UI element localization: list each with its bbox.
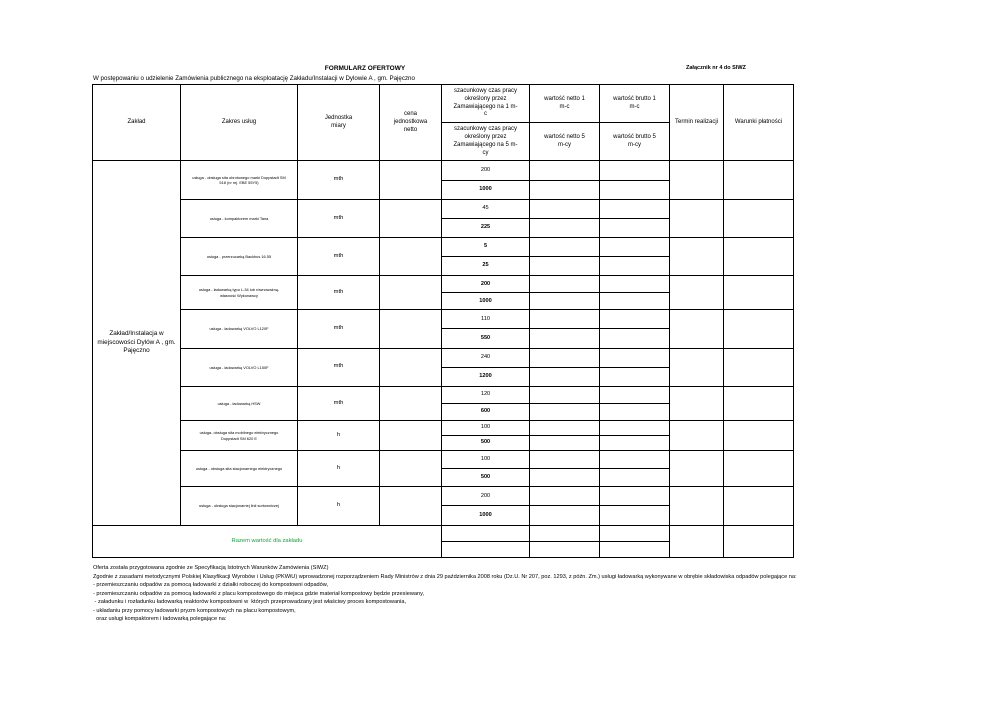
service-name: usługa - obsługa sita stacjonarnego elektrycznego: [181, 451, 298, 487]
unit-cell: mth: [298, 348, 380, 386]
gross-5-months-cell[interactable]: [600, 218, 670, 237]
net-1-month-cell[interactable]: [530, 310, 600, 329]
net-5-months-cell[interactable]: [530, 257, 600, 276]
net-5-months-cell[interactable]: [530, 403, 600, 420]
payment-cell[interactable]: [724, 487, 794, 525]
unit-cell: mth: [298, 199, 380, 237]
header-net-5-months: wartość netto 5 m-cy: [530, 123, 600, 161]
payment-cell[interactable]: [724, 161, 794, 199]
monthly-hours: 100: [442, 451, 530, 469]
total-time-cell: [442, 525, 530, 541]
unit-price-cell[interactable]: [380, 310, 442, 348]
five-month-hours: 1000: [442, 180, 530, 199]
payment-cell[interactable]: [724, 276, 794, 310]
five-month-hours: 225: [442, 218, 530, 237]
monthly-hours: 200: [442, 276, 530, 293]
gross-1-month-cell[interactable]: [600, 237, 670, 256]
payment-cell[interactable]: [724, 386, 794, 420]
five-month-hours: 1200: [442, 367, 530, 386]
monthly-hours: 100: [442, 420, 530, 435]
monthly-hours: 45: [442, 199, 530, 218]
gross-1-month-cell[interactable]: [600, 451, 670, 469]
form-subtitle: W postępowaniu o udzielenie Zamówienia publicznego na eksploatację Zakładu/Instalacji w Dylowie A , gm. Pajęczno: [93, 75, 415, 82]
deadline-cell[interactable]: [670, 487, 724, 525]
service-name: usługa- obsługa sita mobilnego elektrycznego Doppstadt SM 620 E: [181, 420, 298, 450]
net-1-month-cell[interactable]: [530, 237, 600, 256]
total-net-1-month-cell[interactable]: [530, 525, 600, 541]
unit-cell: mth: [298, 386, 380, 420]
unit-price-cell[interactable]: [380, 386, 442, 420]
monthly-hours: 200: [442, 161, 530, 180]
gross-5-months-cell[interactable]: [600, 469, 670, 487]
net-5-months-cell[interactable]: [530, 469, 600, 487]
net-5-months-cell[interactable]: [530, 293, 600, 310]
net-1-month-cell[interactable]: [530, 276, 600, 293]
unit-cell: h: [298, 487, 380, 525]
notes-section: [93, 564, 973, 624]
service-name: usługa - ładowarką typu L-34 lub równoważną- własność Wykonawcy: [181, 276, 298, 310]
deadline-cell[interactable]: [670, 310, 724, 348]
total-deadline-cell: [670, 525, 724, 557]
net-5-months-cell[interactable]: [530, 329, 600, 348]
payment-cell[interactable]: [724, 237, 794, 275]
note-line: oraz usługi kompaktorem i ładowarką polegające na:: [93, 616, 227, 622]
gross-5-months-cell[interactable]: [600, 506, 670, 525]
deadline-cell[interactable]: [670, 237, 724, 275]
service-name: usługa - obsługa sita obrotowego marki Doppstadt SM 518 (nr rej. EBE 55Y5): [181, 161, 298, 199]
gross-5-months-cell[interactable]: [600, 180, 670, 199]
deadline-cell[interactable]: [670, 161, 724, 199]
gross-1-month-cell[interactable]: [600, 420, 670, 435]
service-name: usługa - kompaktorem marki Tana: [181, 199, 298, 237]
unit-price-cell[interactable]: [380, 161, 442, 199]
header-plant: Zakład: [93, 85, 181, 161]
deadline-cell[interactable]: [670, 348, 724, 386]
deadline-cell[interactable]: [670, 199, 724, 237]
header-payment: Warunki płatności: [724, 85, 794, 161]
service-name: usługa - ładowarką VOLVO L120F: [181, 310, 298, 348]
service-name: usługa - ładowarką HSW: [181, 386, 298, 420]
unit-cell: mth: [298, 161, 380, 199]
gross-1-month-cell[interactable]: [600, 199, 670, 218]
unit-cell: mth: [298, 237, 380, 275]
five-month-hours: 500: [442, 469, 530, 487]
payment-cell[interactable]: [724, 199, 794, 237]
deadline-cell[interactable]: [670, 276, 724, 310]
deadline-cell[interactable]: [670, 451, 724, 487]
five-month-hours: 600: [442, 403, 530, 420]
five-month-hours: 550: [442, 329, 530, 348]
monthly-hours: 120: [442, 386, 530, 403]
note-line: - przemieszczaniu odpadów za pomocą ładowarki z działki roboczej do kompostowni odpadów,: [93, 582, 329, 588]
header-scope: Zakres usług: [181, 85, 298, 161]
payment-cell[interactable]: [724, 420, 794, 450]
five-month-hours: 1000: [442, 506, 530, 525]
note-line: Oferta została przygotowana zgodnie ze Specyfikacją Istotnych Warunków Zamówienia (SIWZ): [93, 565, 329, 571]
monthly-hours: 110: [442, 310, 530, 329]
unit-price-cell[interactable]: [380, 420, 442, 450]
header-time-5-months: szacunkowy czas pracy określony przez Zamawiającego na 5 m-cy: [442, 123, 530, 161]
note-line: Zgodnie z zasadami metodycznymi Polskiej Klasyfikacji Wyrobów i Usług (PKWiU) wprowadzonej rozporządzeniem Rady Ministrów z dnia 29 października 2008 roku (Dz.U. Nr 207, poz. 1293, z późn. Zm.) usługi ładowarką wykonywane w obrębie składowiska odpadów polegające na:: [93, 573, 797, 580]
unit-price-cell[interactable]: [380, 276, 442, 310]
header-unit-price: cena jednostkowa netto: [380, 85, 442, 161]
gross-1-month-cell[interactable]: [600, 348, 670, 367]
net-1-month-cell[interactable]: [530, 348, 600, 367]
total-gross-1-month-cell[interactable]: [600, 525, 670, 541]
net-1-month-cell[interactable]: [530, 199, 600, 218]
unit-price-cell[interactable]: [380, 199, 442, 237]
gross-5-months-cell[interactable]: [600, 329, 670, 348]
service-name: usługa - przerzucarką Backhus 16.55: [181, 237, 298, 275]
five-month-hours: 25: [442, 257, 530, 276]
gross-5-months-cell[interactable]: [600, 257, 670, 276]
unit-price-cell[interactable]: [380, 451, 442, 487]
payment-cell[interactable]: [724, 348, 794, 386]
offer-table: [92, 84, 794, 558]
header-time-1-month: szacunkowy czas pracy określony przez Zamawiającego na 1 m-c: [442, 85, 530, 123]
gross-1-month-cell[interactable]: [600, 276, 670, 293]
note-line: - załadunku i rozładunku ładowarką reaktorów kompostowni w których przeprowadzany jest właściwy proces kompostowania,: [93, 599, 407, 605]
deadline-cell[interactable]: [670, 420, 724, 450]
five-month-hours: 1000: [442, 293, 530, 310]
total-gross-5-months-cell[interactable]: [600, 541, 670, 557]
net-5-months-cell[interactable]: [530, 436, 600, 451]
unit-price-cell[interactable]: [380, 348, 442, 386]
net-1-month-cell[interactable]: [530, 420, 600, 435]
unit-cell: h: [298, 451, 380, 487]
gross-1-month-cell[interactable]: [600, 161, 670, 180]
net-1-month-cell[interactable]: [530, 161, 600, 180]
net-5-months-cell[interactable]: [530, 218, 600, 237]
header-deadline: Termin realizacji: [670, 85, 724, 161]
net-1-month-cell[interactable]: [530, 386, 600, 403]
net-5-months-cell[interactable]: [530, 180, 600, 199]
deadline-cell[interactable]: [670, 386, 724, 420]
unit-cell: mth: [298, 276, 380, 310]
net-5-months-cell[interactable]: [530, 506, 600, 525]
total-label: Razem wartość dla zakładu: [93, 525, 442, 557]
note-line: - przemieszczaniu odpadów za pomocą ładowarki z placu kompostowego do miejsca gdzie materiał kompostowy będzie przesiewany,: [93, 590, 425, 597]
attachment-label: Załącznik nr 4 do SIWZ: [686, 65, 746, 71]
header-gross-1-month: wartość brutto 1 m-c: [600, 85, 670, 123]
header-unit: Jednostka miary: [298, 85, 380, 161]
header-gross-5-months: wartość brutto 5 m-cy: [600, 123, 670, 161]
net-1-month-cell[interactable]: [530, 487, 600, 506]
total-net-5-months-cell[interactable]: [530, 541, 600, 557]
gross-5-months-cell[interactable]: [600, 293, 670, 310]
total-time-5-cell: [442, 541, 530, 557]
unit-cell: mth: [298, 310, 380, 348]
monthly-hours: 200: [442, 487, 530, 506]
form-title: FORMULARZ OFERTOWY: [324, 65, 406, 72]
total-payment-cell: [724, 525, 794, 557]
payment-cell[interactable]: [724, 310, 794, 348]
payment-cell[interactable]: [724, 451, 794, 487]
service-name: usługa - obsługa stacjonarnej linii sortowniczej: [181, 487, 298, 525]
unit-cell: h: [298, 420, 380, 450]
unit-price-cell[interactable]: [380, 237, 442, 275]
gross-5-months-cell[interactable]: [600, 367, 670, 386]
plant-name: Zakład/Instalacja w miejscowości Dylów A , gm. Pajęczno: [93, 161, 181, 525]
unit-price-cell[interactable]: [380, 487, 442, 525]
gross-5-months-cell[interactable]: [600, 403, 670, 420]
gross-1-month-cell[interactable]: [600, 386, 670, 403]
monthly-hours: 5: [442, 237, 530, 256]
gross-1-month-cell[interactable]: [600, 310, 670, 329]
gross-1-month-cell[interactable]: [600, 487, 670, 506]
five-month-hours: 500: [442, 436, 530, 451]
gross-5-months-cell[interactable]: [600, 436, 670, 451]
monthly-hours: 240: [442, 348, 530, 367]
header-net-1-month: wartość netto 1 m-c: [530, 85, 600, 123]
note-line: - układaniu przy pomocy ładowarki pryzm kompostowych na placu kompostowym,: [93, 607, 296, 614]
net-1-month-cell[interactable]: [530, 451, 600, 469]
service-name: usługa - ładowarką VOLVO L150F: [181, 348, 298, 386]
net-5-months-cell[interactable]: [530, 367, 600, 386]
